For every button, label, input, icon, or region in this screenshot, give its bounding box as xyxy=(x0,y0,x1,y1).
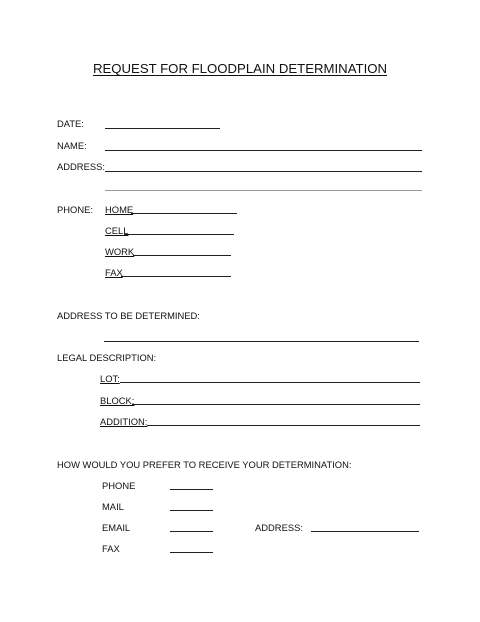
phone-fax-field[interactable] xyxy=(121,276,231,277)
phone-fax-label: FAX xyxy=(105,267,123,278)
address-field-line-2[interactable] xyxy=(105,190,422,191)
name-field[interactable] xyxy=(105,150,422,151)
receive-email-field[interactable] xyxy=(170,531,213,532)
phone-cell-label: CELL xyxy=(105,225,129,236)
receive-fax-field[interactable] xyxy=(170,552,213,553)
block-label: BLOCK: xyxy=(100,395,135,406)
phone-cell-field[interactable] xyxy=(124,234,234,235)
phone-home-field[interactable] xyxy=(131,213,237,214)
receive-mail-field[interactable] xyxy=(170,510,213,511)
email-address-label: ADDRESS: xyxy=(255,522,303,533)
receive-phone-field[interactable] xyxy=(170,489,213,490)
address-label: ADDRESS: xyxy=(57,161,105,172)
legal-description-label: LEGAL DESCRIPTION: xyxy=(57,352,157,363)
phone-home-label: HOME xyxy=(105,204,134,215)
address-field-line-1[interactable] xyxy=(105,171,422,172)
date-label: DATE: xyxy=(57,118,84,129)
receive-fax-label: FAX xyxy=(102,543,120,554)
lot-field[interactable] xyxy=(120,382,420,383)
receive-phone-label: PHONE xyxy=(102,480,136,491)
address-determined-field[interactable] xyxy=(104,341,419,342)
address-determined-label: ADDRESS TO BE DETERMINED: xyxy=(57,310,200,321)
addition-field[interactable] xyxy=(147,425,420,426)
addition-label: ADDITION: xyxy=(100,416,148,427)
receive-question: HOW WOULD YOU PREFER TO RECEIVE YOUR DETERMINATION: xyxy=(57,459,352,470)
phone-work-label: WORK xyxy=(105,246,135,257)
phone-label: PHONE: xyxy=(57,204,93,215)
date-field[interactable] xyxy=(105,128,220,129)
email-address-field[interactable] xyxy=(311,531,419,532)
name-label: NAME: xyxy=(57,140,87,151)
form-title: REQUEST FOR FLOODPLAIN DETERMINATION xyxy=(92,61,388,76)
receive-mail-label: MAIL xyxy=(102,501,124,512)
receive-email-label: EMAIL xyxy=(102,522,131,533)
lot-label: LOT: xyxy=(100,373,120,384)
block-field[interactable] xyxy=(132,404,420,405)
phone-work-field[interactable] xyxy=(133,255,231,256)
